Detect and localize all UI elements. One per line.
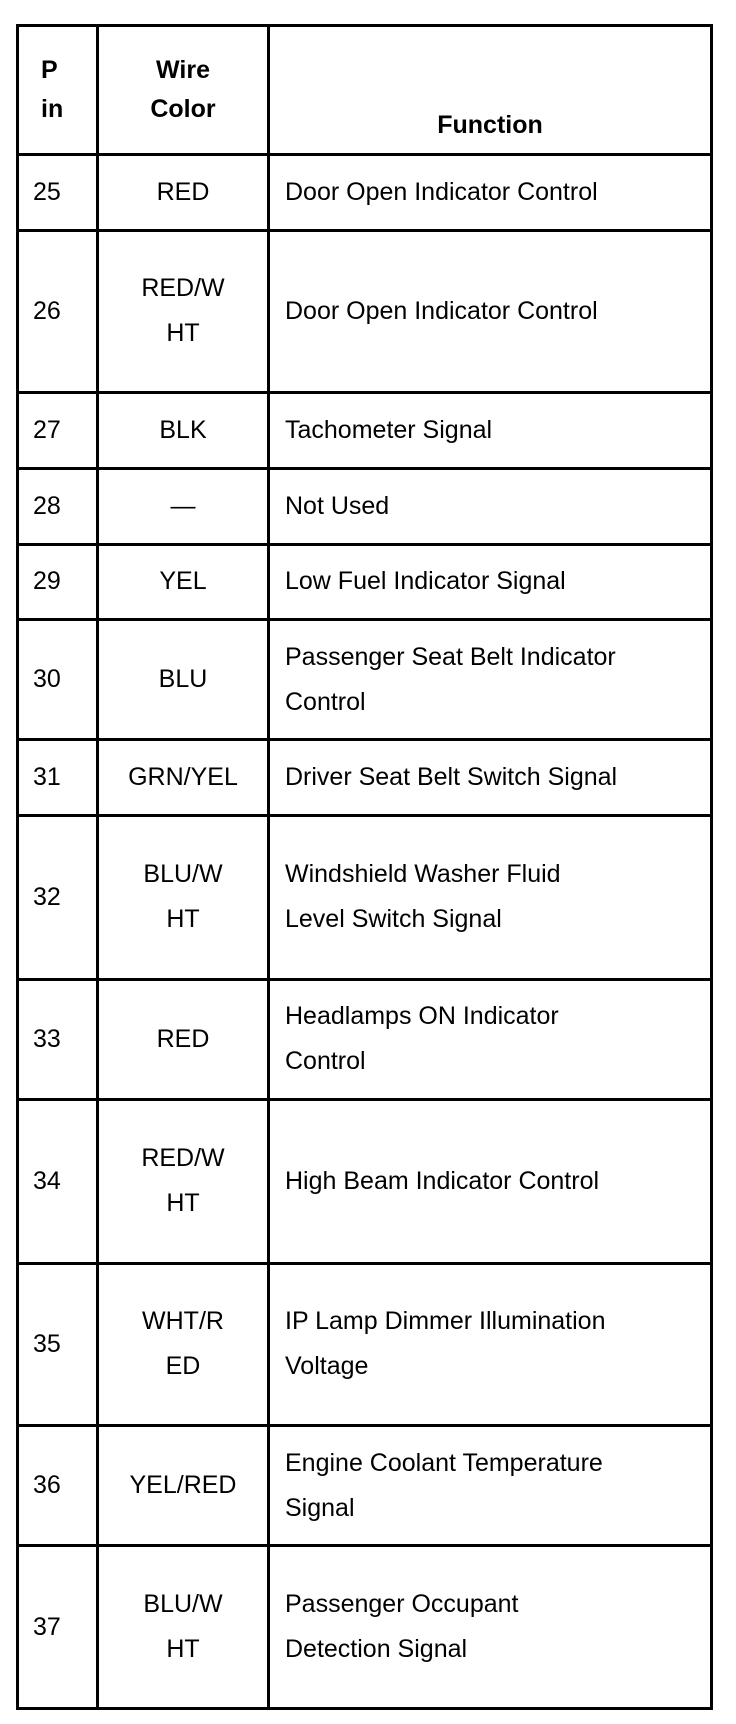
function-cell [269, 155, 712, 231]
function-cell [269, 620, 712, 740]
wire-color-cell [98, 816, 269, 980]
pin-cell-text: 36 [33, 1471, 61, 1500]
wire-color-cell [98, 393, 269, 469]
table-row [18, 468, 712, 544]
function-cell-text: Tachometer Signal [285, 416, 493, 445]
function-cell-text: High Beam Indicator Control [285, 1166, 600, 1195]
function-cell [269, 1263, 712, 1426]
header-wire-color: Wire Color [98, 26, 269, 155]
pin-cell-text: 35 [33, 1329, 61, 1358]
table-row [18, 620, 712, 740]
table-row [18, 979, 712, 1099]
function-cell [269, 1100, 712, 1264]
wire-color-cell-text: — [170, 491, 196, 520]
wire-color-cell [98, 468, 269, 544]
pin-cell-text: 33 [33, 1024, 61, 1053]
pin-cell [18, 230, 98, 393]
table-row [18, 544, 712, 620]
pin-cell-text: 31 [33, 763, 61, 792]
function-cell-text: IP Lamp Dimmer Illumination Voltage [285, 1307, 606, 1381]
table-body [18, 155, 712, 1709]
function-cell-text: Not Used [285, 491, 390, 520]
wire-color-cell [98, 1100, 269, 1264]
table-row [18, 230, 712, 393]
function-cell-text: Passenger Occupant Detection Signal [285, 1590, 519, 1664]
table-row [18, 155, 712, 231]
pin-cell-text: 28 [33, 491, 61, 520]
wire-color-cell-text: YEL/RED [129, 1471, 237, 1500]
pin-cell [18, 468, 98, 544]
pin-cell-text: 32 [33, 882, 61, 911]
table-row [18, 393, 712, 469]
pin-cell [18, 1100, 98, 1264]
wire-color-cell [98, 230, 269, 393]
function-cell [269, 1546, 712, 1709]
function-cell [269, 1426, 712, 1546]
wire-color-cell [98, 544, 269, 620]
wire-color-cell-text: BLU/W HT [143, 860, 223, 934]
wire-color-cell [98, 979, 269, 1099]
pin-function-table [16, 24, 713, 1710]
wire-color-cell [98, 620, 269, 740]
wire-color-cell [98, 155, 269, 231]
wire-color-cell-text: RED [156, 177, 210, 206]
pin-cell-text: 27 [33, 416, 61, 445]
wire-color-cell-text: GRN/YEL [128, 763, 238, 792]
pin-cell-text: 37 [33, 1612, 61, 1641]
function-cell [269, 979, 712, 1099]
pin-cell [18, 155, 98, 231]
pin-cell [18, 740, 98, 816]
wire-color-cell-text: BLK [159, 416, 207, 445]
table-row [18, 1263, 712, 1426]
function-cell-text: Headlamps ON Indicator Control [285, 1002, 559, 1076]
table-row [18, 816, 712, 980]
pin-cell-text: 29 [33, 567, 61, 596]
function-cell-text: Engine Coolant Temperature Signal [285, 1448, 603, 1522]
function-cell-text: Door Open Indicator Control [285, 177, 598, 206]
pin-cell-text: 26 [33, 296, 61, 325]
wire-color-cell-text: YEL [159, 567, 207, 596]
pin-cell [18, 393, 98, 469]
pin-cell [18, 1426, 98, 1546]
function-cell-text: Windshield Washer Fluid Level Switch Signal [285, 860, 561, 934]
pin-cell [18, 1546, 98, 1709]
function-cell-text: Driver Seat Belt Switch Signal [285, 763, 618, 792]
table-row [18, 1546, 712, 1709]
table-row [18, 740, 712, 816]
wire-color-cell-text: BLU [158, 665, 208, 694]
function-cell [269, 740, 712, 816]
wire-color-cell-text: RED/W HT [141, 1144, 225, 1218]
function-cell-text: Door Open Indicator Control [285, 296, 598, 325]
pin-cell [18, 620, 98, 740]
function-cell [269, 544, 712, 620]
wire-color-cell [98, 1546, 269, 1709]
wire-color-cell [98, 1263, 269, 1426]
function-cell-text: Passenger Seat Belt Indicator Control [285, 642, 616, 716]
pin-cell [18, 544, 98, 620]
pin-cell-text: 25 [33, 177, 61, 206]
pin-cell-text: 34 [33, 1166, 61, 1195]
wire-color-cell [98, 740, 269, 816]
function-cell [269, 230, 712, 393]
function-cell [269, 468, 712, 544]
header-row [18, 26, 712, 155]
pin-cell [18, 816, 98, 980]
function-cell [269, 816, 712, 980]
pin-cell [18, 979, 98, 1099]
wire-color-cell-text: RED [156, 1024, 210, 1053]
function-cell [269, 393, 712, 469]
table-row [18, 1100, 712, 1264]
wire-color-cell [98, 1426, 269, 1546]
pin-cell-text: 30 [33, 665, 61, 694]
wire-color-cell-text: RED/W HT [141, 274, 225, 348]
wire-color-cell-text: WHT/R ED [142, 1307, 224, 1381]
function-cell-text: Low Fuel Indicator Signal [285, 567, 566, 596]
pin-cell [18, 1263, 98, 1426]
table-row [18, 1426, 712, 1546]
header-function: Function [269, 26, 712, 155]
header-pin: P in [18, 26, 98, 155]
wire-color-cell-text: BLU/W HT [143, 1590, 223, 1664]
